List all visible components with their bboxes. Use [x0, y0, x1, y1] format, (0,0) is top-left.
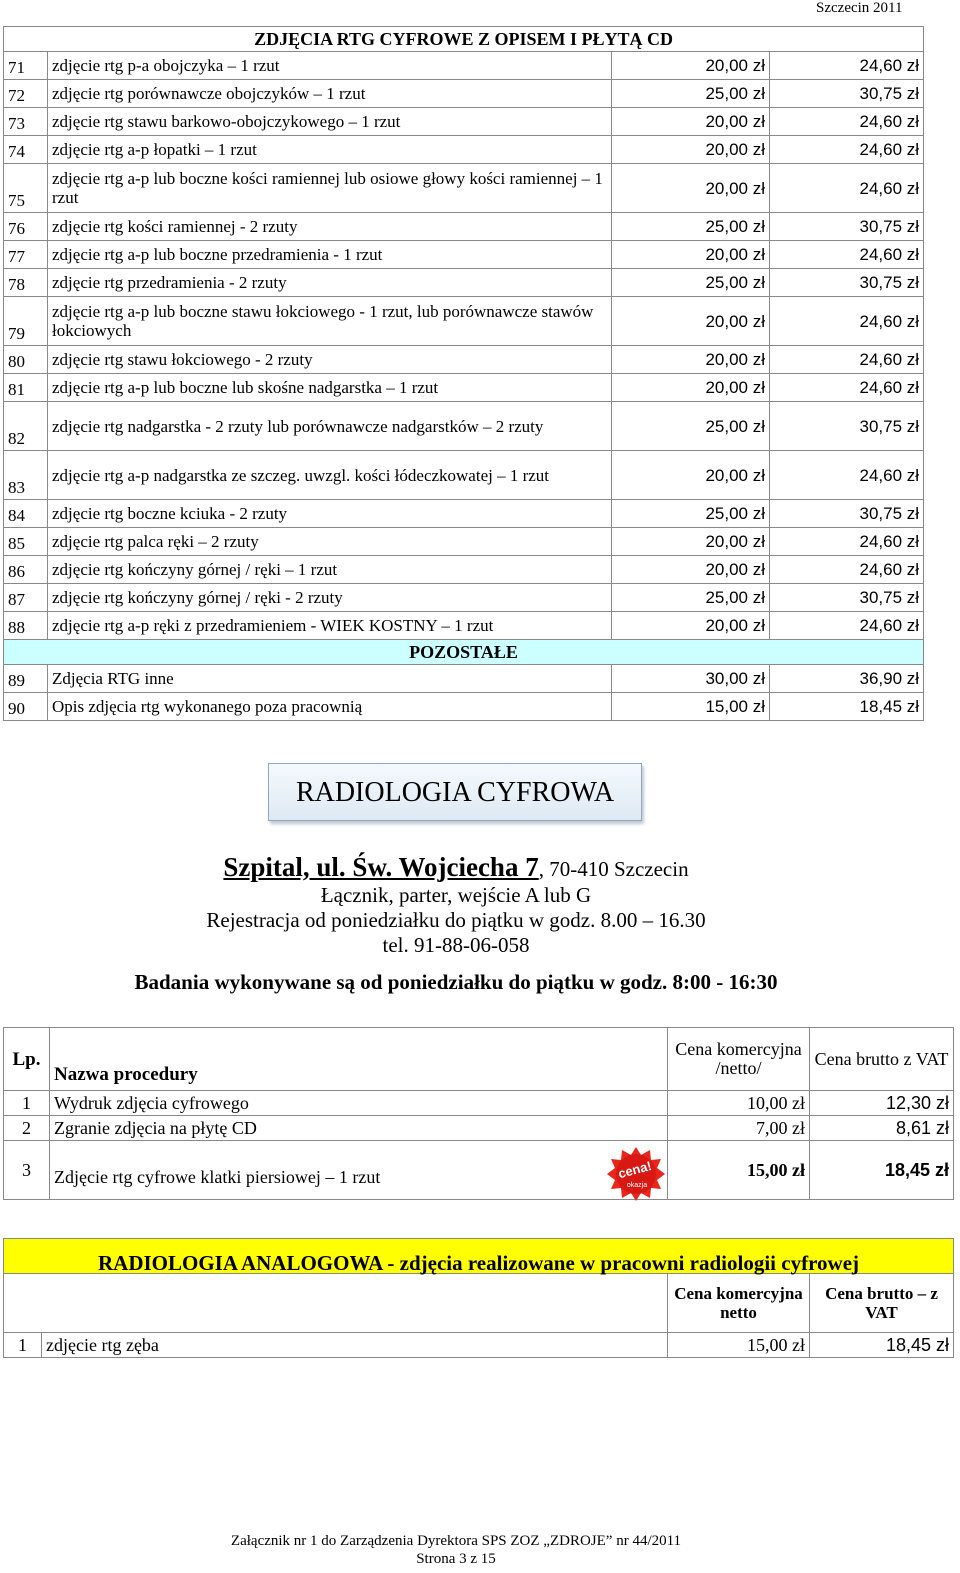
table-cell-net: 20,00 zł: [612, 528, 770, 556]
table-cell-name: zdjęcie rtg kości ramiennej - 2 rzuty: [48, 213, 612, 241]
table-cell-gross: 30,75 zł: [770, 584, 924, 612]
table-cell-lp: 88: [4, 612, 48, 640]
table-cell-name: zdjęcie rtg porównawcze obojczyków – 1 rzut: [48, 80, 612, 108]
table-cell-gross: 24,60 zł: [770, 52, 924, 80]
table-row: [4, 528, 924, 556]
table-cell-lp: 72: [4, 80, 48, 108]
header-lp: Lp.: [4, 1028, 50, 1091]
table-cell-net: 25,00 zł: [612, 213, 770, 241]
table-row: [4, 297, 924, 346]
table-row: [4, 665, 924, 693]
table-cell-name: zdjęcie rtg a-p łopatki – 1 rzut: [48, 136, 612, 164]
table-cell-lp: 90: [4, 693, 48, 721]
table-cell-name: zdjęcie rtg a-p lub boczne przedramienia - 1 rzut: [48, 241, 612, 269]
table-cell-net: 10,00 zł: [668, 1091, 810, 1116]
header-net: Cena komercyjna /netto/: [668, 1028, 810, 1091]
price-offer-badge-icon: [606, 1146, 666, 1202]
table-cell-gross: 8,61 zł: [810, 1116, 954, 1141]
table-cell-name: Zdjęcie rtg cyfrowe klatki piersiowej – 1 rzut: [50, 1141, 668, 1200]
table-cell-lp: 76: [4, 213, 48, 241]
table-cell-gross: 30,75 zł: [770, 80, 924, 108]
table-cell-name: Zgranie zdjęcia na płytę CD: [50, 1116, 668, 1141]
analog-header-empty: [4, 1274, 668, 1333]
table-cell-lp: 89: [4, 665, 48, 693]
table-cell-lp: 74: [4, 136, 48, 164]
table-cell-gross: 24,60 zł: [770, 374, 924, 402]
table-cell-gross: 24,60 zł: [770, 556, 924, 584]
table-cell-name: zdjęcie rtg nadgarstka - 2 rzuty lub porównawcze nadgarstków – 2 rzuty: [48, 402, 612, 451]
table-row: [4, 556, 924, 584]
table-cell-net: 20,00 zł: [612, 136, 770, 164]
table-cell-gross: 24,60 zł: [770, 528, 924, 556]
address-rest: , 70-410 Szczecin: [538, 857, 689, 881]
table-cell-name: Wydruk zdjęcia cyfrowego: [50, 1091, 668, 1116]
address-bold: Szpital, ul. Św. Wojciecha 7: [223, 852, 539, 882]
table-cell-gross: 18,45 zł: [810, 1141, 954, 1200]
location-line: Łącznik, parter, wejście A lub G: [320, 883, 592, 907]
table-cell-gross: 30,75 zł: [770, 500, 924, 528]
analog-title: RADIOLOGIA ANALOGOWA - zdjęcia realizowane w pracowni radiologii cyfrowej: [4, 1239, 954, 1274]
table-cell-net: 20,00 zł: [612, 297, 770, 346]
table-cell-name: zdjęcie rtg stawu barkowo-obojczykowego – 1 rzut: [48, 108, 612, 136]
phone-line: tel. 91-88-06-058: [382, 933, 530, 957]
header-gross: Cena brutto z VAT: [810, 1028, 954, 1091]
table-cell-gross: 36,90 zł: [770, 665, 924, 693]
table-cell-gross: 18,45 zł: [810, 1333, 954, 1358]
table-cell-name: zdjęcie rtg a-p lub boczne kości ramiennej lub osiowe głowy kości ramiennej – 1 rzut: [48, 164, 612, 213]
table-cell-gross: 24,60 zł: [770, 136, 924, 164]
table-cell-net: 20,00 zł: [612, 556, 770, 584]
footer: [0, 1532, 912, 1568]
table-cell-net: 25,00 zł: [612, 584, 770, 612]
table-cell-net: 30,00 zł: [612, 665, 770, 693]
table-cell-lp: 84: [4, 500, 48, 528]
table-row: [4, 612, 924, 640]
table-cell-net: 15,00 zł: [612, 693, 770, 721]
table-row: [4, 213, 924, 241]
table-cell-gross: 24,60 zł: [770, 612, 924, 640]
table-cell-gross: 24,60 zł: [770, 241, 924, 269]
badge-sub: okazja: [626, 1182, 648, 1189]
table-cell-net: 25,00 zł: [612, 402, 770, 451]
table-cell-net: 20,00 zł: [612, 241, 770, 269]
table-cell-net: 20,00 zł: [612, 374, 770, 402]
table-cell-lp: 83: [4, 451, 48, 500]
table-row: [4, 136, 924, 164]
table-cell-lp: 71: [4, 52, 48, 80]
table-cell-name: zdjęcie rtg palca ręki – 2 rzuty: [48, 528, 612, 556]
badge-text: cena!: [616, 1158, 654, 1182]
price-table-cyfrowe: [3, 26, 924, 721]
table-cell-lp: 87: [4, 584, 48, 612]
table-cell-lp: 78: [4, 269, 48, 297]
table-cell-net: 25,00 zł: [612, 269, 770, 297]
address-line: [0, 852, 912, 883]
table-cell-name: Opis zdjęcia rtg wykonanego poza pracownią: [48, 693, 612, 721]
table-cell-net: 20,00 zł: [612, 612, 770, 640]
table-cell-lp: 80: [4, 346, 48, 374]
table-cell-net: 20,00 zł: [612, 346, 770, 374]
hours-line: Badania wykonywane są od poniedziałku do piątku w godz. 8:00 - 16:30: [134, 970, 778, 994]
price-table-analogowa: [3, 1238, 954, 1358]
table-cell-gross: 30,75 zł: [770, 213, 924, 241]
table-cell-net: 20,00 zł: [612, 451, 770, 500]
table-cell-name: zdjęcie rtg zęba: [42, 1333, 668, 1358]
table-cell-gross: 24,60 zł: [770, 451, 924, 500]
table-row: [4, 451, 924, 500]
city-year: Szczecin 2011: [816, 0, 903, 16]
table-cell-gross: 24,60 zł: [770, 297, 924, 346]
footer-attachment: Załącznik nr 1 do Zarządzenia Dyrektora SPS ZOZ „ZDROJE” nr 44/2011: [230, 1533, 682, 1549]
registration-line: Rejestracja od poniedziałku do piątku w godz. 8.00 – 16.30: [206, 908, 706, 932]
table-row: [4, 269, 924, 297]
table-cell-lp: 81: [4, 374, 48, 402]
footer-page-number: Strona 3 z 15: [416, 1551, 496, 1567]
table-row: [4, 500, 924, 528]
table-cell-name: zdjęcie rtg a-p lub boczne stawu łokciowego - 1 rzut, lub porównawcze stawów łokciowych: [48, 297, 612, 346]
table-cell-gross: 30,75 zł: [770, 402, 924, 451]
table-cell-lp: 1: [4, 1333, 42, 1358]
table-cell-lp: 86: [4, 556, 48, 584]
table-cell-gross: 24,60 zł: [770, 346, 924, 374]
table-cell-name: zdjęcie rtg a-p ręki z przedramieniem - WIEK KOSTNY – 1 rzut: [48, 612, 612, 640]
table-cell-gross: 12,30 zł: [810, 1091, 954, 1116]
table-cell-name: zdjęcie rtg p-a obojczyka – 1 rzut: [48, 52, 612, 80]
table-cell-gross: 24,60 zł: [770, 108, 924, 136]
table-row: [4, 584, 924, 612]
analog-header-gross: Cena brutto – z VAT: [810, 1274, 954, 1333]
section-title-cyfrowe: ZDJĘCIA RTG CYFROWE Z OPISEM I PŁYTĄ CD: [4, 27, 924, 52]
header-name: Nazwa procedury: [50, 1028, 668, 1091]
table-cell-name: zdjęcie rtg a-p lub boczne lub skośne nadgarstka – 1 rzut: [48, 374, 612, 402]
table-cell-net: 25,00 zł: [612, 80, 770, 108]
table-row: [4, 108, 924, 136]
table-cell-lp: 1: [4, 1091, 50, 1116]
price-table-services: [3, 1027, 954, 1200]
table-cell-lp: 79: [4, 297, 48, 346]
table-row: [4, 346, 924, 374]
table-row: [4, 693, 924, 721]
table-cell-net: 7,00 zł: [668, 1116, 810, 1141]
table-cell-name: zdjęcie rtg przedramienia - 2 rzuty: [48, 269, 612, 297]
table-row: [4, 80, 924, 108]
table-cell-net: 20,00 zł: [612, 52, 770, 80]
table-row: [4, 52, 924, 80]
table-cell-gross: 24,60 zł: [770, 164, 924, 213]
table-cell-name: zdjęcie rtg stawu łokciowego - 2 rzuty: [48, 346, 612, 374]
table-row: [4, 374, 924, 402]
table-cell-net: 25,00 zł: [612, 500, 770, 528]
table-cell-net: 15,00 zł: [668, 1141, 810, 1200]
analog-header-net: Cena komercyjna netto: [668, 1274, 810, 1333]
table-cell-net: 15,00 zł: [668, 1333, 810, 1358]
table-cell-net: 20,00 zł: [612, 164, 770, 213]
table-cell-name: zdjęcie rtg kończyny górnej / ręki - 2 rzuty: [48, 584, 612, 612]
table-cell-lp: 2: [4, 1116, 50, 1141]
table-cell-lp: 82: [4, 402, 48, 451]
table-cell-lp: 85: [4, 528, 48, 556]
table-cell-lp: 73: [4, 108, 48, 136]
table-cell-name: zdjęcie rtg boczne kciuka - 2 rzuty: [48, 500, 612, 528]
table-cell-gross: 30,75 zł: [770, 269, 924, 297]
table-cell-lp: 75: [4, 164, 48, 213]
table-row: [4, 164, 924, 213]
table-cell-gross: 18,45 zł: [770, 693, 924, 721]
table-cell-lp: 77: [4, 241, 48, 269]
table-cell-net: 20,00 zł: [612, 108, 770, 136]
table-cell-name: Zdjęcia RTG inne: [48, 665, 612, 693]
table-row: [4, 241, 924, 269]
table-row: [4, 402, 924, 451]
radiologia-cyfrowa-title: RADIOLOGIA CYFROWA: [268, 763, 642, 821]
table-cell-name: zdjęcie rtg a-p nadgarstka ze szczeg. uwzgl. kości łódeczkowatej – 1 rzut: [48, 451, 612, 500]
table-cell-name: zdjęcie rtg kończyny górnej / ręki – 1 rzut: [48, 556, 612, 584]
table-cell-lp: 3: [4, 1141, 50, 1200]
section-title-pozostale: POZOSTAŁE: [4, 640, 924, 665]
